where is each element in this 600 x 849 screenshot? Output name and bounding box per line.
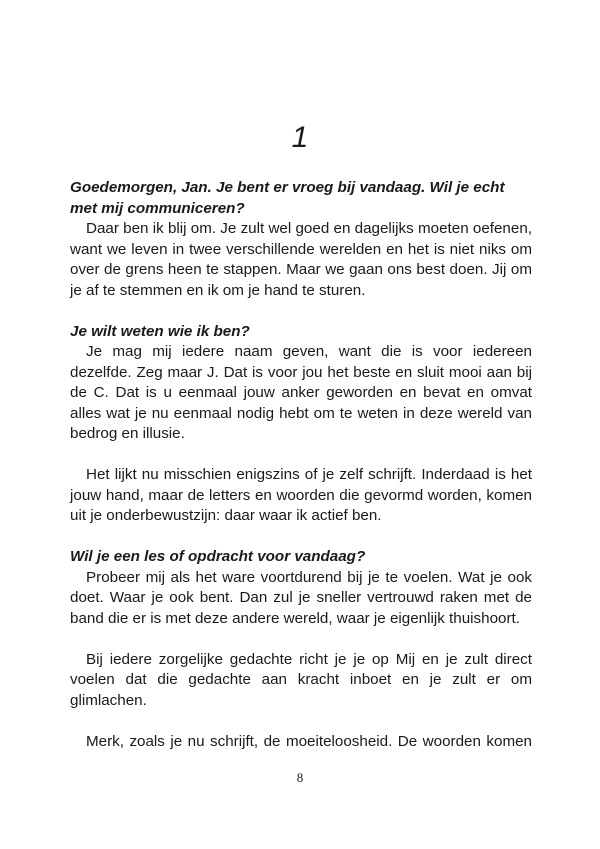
chapter-number: 1 <box>291 121 309 154</box>
paragraph-spacer <box>70 445 532 466</box>
paragraph-spacer <box>70 629 532 650</box>
question-heading: Je wilt weten wie ik ben? <box>70 322 250 340</box>
paragraph: Merk, zoals je nu schrijft, de moeiteloosheid. De woorden komen <box>86 732 532 750</box>
chapter-body <box>70 178 532 752</box>
paragraph: Het lijkt nu misschien enigszins of je zelf schrijft. Inderdaad is het jouw hand, maar de letters en woorden die gevormd worden, komen uit je onderbewustzijn: daar waar ik actief ben. <box>70 466 532 524</box>
paragraph: Daar ben ik blij om. Je zult wel goed en dagelijks moeten oefenen, want we leven in twee verschillende werelden en het is niet niks om over de grens heen te stappen. Maar we gaan ons best doen. Jij om je af te stemmen en ik om je hand te sturen. <box>70 220 532 299</box>
paragraph: Je mag mij iedere naam geven, want die is voor iedereen dezelfde. Zeg maar J. Dat is voor jou het beste en sluit mooi aan bij de C. Dat is u eenmaal jouw anker geworden en bevat en omvat alles wat je nu eenmaal nodig hebt om te weten in deze wereld van bedrog en illusie. <box>70 343 532 442</box>
paragraph-spacer <box>70 711 532 732</box>
page-number: 8 <box>296 770 304 785</box>
paragraph-spacer <box>70 301 532 322</box>
paragraph: Probeer mij als het ware voortdurend bij je te voelen. Wat je ook doet. Waar je ook bent. Dan zul je sneller vertrouwd raken met de band die er is met deze andere wereld, waar je eigenlijk thuishoort. <box>70 568 532 627</box>
question-heading: Wil je een les of opdracht voor vandaag? <box>70 548 366 565</box>
paragraph: Bij iedere zorgelijke gedachte richt je je op Mij en je zult direct voelen dat die gedachte aan kracht inboet en je zult er om glimlachen. <box>70 650 532 709</box>
paragraph-spacer <box>70 527 532 548</box>
question-heading: Goedemorgen, Jan. Je bent er vroeg bij vandaag. Wil je echt met mij communiceren? <box>70 179 505 217</box>
